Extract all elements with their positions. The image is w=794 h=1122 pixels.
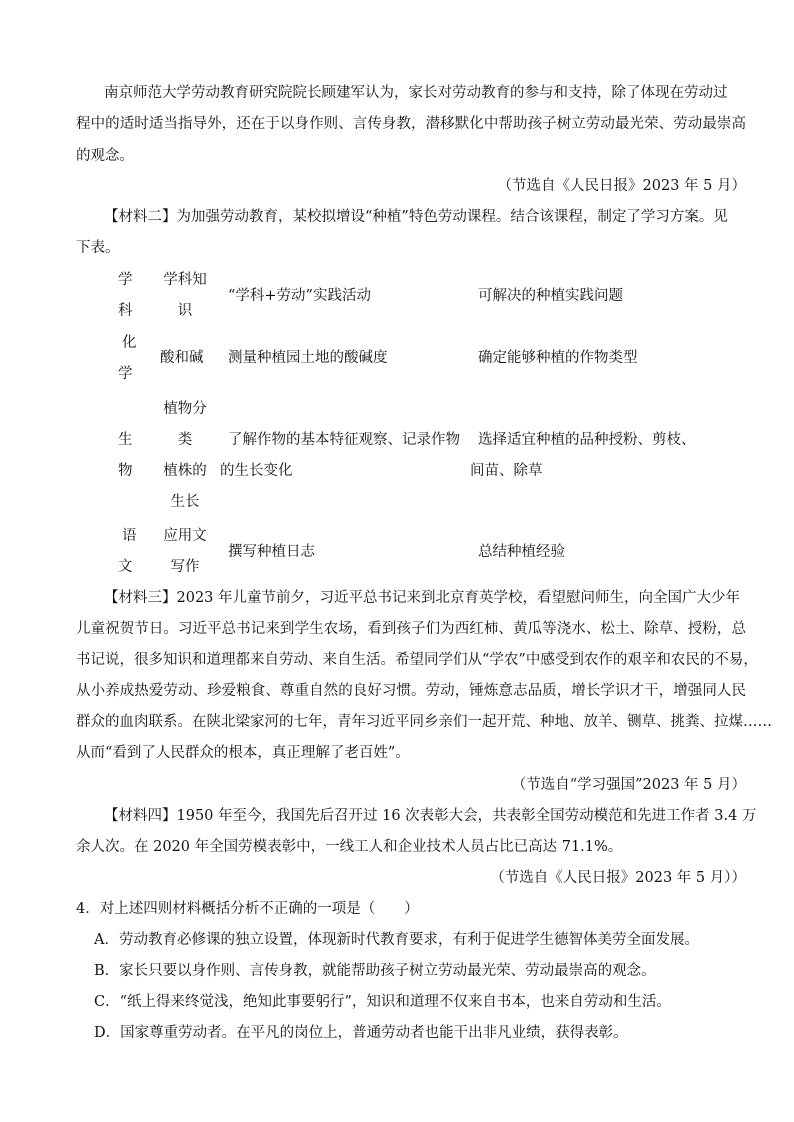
header-knowledge-line-1: 学科知 xyxy=(163,272,207,288)
row-2-knowledge-line-2: 类 xyxy=(177,432,193,448)
row-1-activity: 测量种植园土地的酸碱度 xyxy=(228,350,388,366)
row-3-knowledge-line-1: 应用文 xyxy=(163,528,207,544)
paragraph-1-line-2: 程中的适时适当指导外，还在于以身作则、言传身教，潜移默化中帮助孩子树立劳动最光荣、劳动最崇高 xyxy=(76,116,746,132)
paragraph-1-line-1: 南京师范大学劳动教育研究院院长顾建军认为，家长对劳动教育的参与和支持，除了体现在劳动过 xyxy=(104,85,728,101)
option-b: B．家长只要以身作则、言传身教，就能帮助孩子树立劳动最光荣、劳动最崇高的观念。 xyxy=(94,963,656,979)
option-c: C．“纸上得来终觉浅，绝知此事要躬行”，知识和道理不仅来自书本，也来自劳动和生活。 xyxy=(94,994,671,1010)
material-3-line-1: 【材料三】2023 年儿童节前夕，习近平总书记来到北京育英学校，看望慰问师生，向全国广大少年 xyxy=(104,590,741,606)
row-1-problem: 确定能够种植的作物类型 xyxy=(478,350,638,366)
material-3-line-2: 儿童祝贺节日。习近平总书记来到学生农场，看到孩子们为西红柿、黄瓜等浇水、松土、除草、授粉，总 xyxy=(76,621,746,637)
row-3-problem: 总结种植经验 xyxy=(478,544,565,560)
row-2-subject-char-2: 物 xyxy=(118,463,133,479)
header-knowledge-line-2: 识 xyxy=(177,303,193,319)
material-3-line-3: 书记说，很多知识和道理都来自劳动、来自生活。希望同学们从“学农”中感受到农作的艰辛和农民的不易， xyxy=(76,652,758,668)
header-problem: 可解决的种植实践问题 xyxy=(478,288,623,304)
row-3-activity: 撰写种植日志 xyxy=(228,544,315,560)
row-1-subject-char-2: 学 xyxy=(118,366,133,382)
option-d: D．国家尊重劳动者。在平凡的岗位上，普通劳动者也能干出非凡业绩，获得表彰。 xyxy=(94,1025,628,1041)
row-2-activity-line-1: 了解作物的基本特征观察、记录作物 xyxy=(228,432,460,448)
material-3-line-6: 从而“看到了人民群众的根本，真正理解了老百姓”。 xyxy=(76,745,410,761)
material-2-line-2: 下表。 xyxy=(76,240,120,256)
header-activity: “学科+劳动”实践活动 xyxy=(228,288,371,304)
source-citation-3: （节选自“学习强国”2023 年 5 月） xyxy=(511,777,746,793)
row-2-knowledge-line-1: 植物分 xyxy=(163,401,207,417)
row-3-knowledge-line-2: 写作 xyxy=(170,559,200,575)
row-1-subject-char-1: 化 xyxy=(122,335,137,351)
question-stem: 4．对上述四则材料概括分析不正确的一项是（ ） xyxy=(76,901,419,917)
material-4-line-2: 余人次。在 2020 年全国劳模表彰中，一线工人和企业技术人员占比已高达 71.1%。 xyxy=(76,839,623,855)
material-2-line-1: 【材料二】为加强劳动教育，某校拟增设“种植”特色劳动课程。结合该课程，制定了学习方案。见 xyxy=(104,209,728,225)
header-subject-char-1: 学 xyxy=(118,272,133,288)
row-2-problem-line-1: 选择适宜种植的品种授粉、剪枝、 xyxy=(478,432,696,448)
row-3-subject-char-1: 语 xyxy=(122,528,137,544)
header-subject-char-2: 科 xyxy=(118,303,133,319)
paragraph-1-line-3: 的观念。 xyxy=(76,148,134,164)
source-citation-4: （节选自《人民日报》2023 年 5 月）） xyxy=(490,870,746,886)
material-3-line-4: 从小养成热爱劳动、珍爱粮食、尊重自然的良好习惯。劳动，锤炼意志品质，增长学识才干，增强同人民 xyxy=(76,683,746,699)
row-1-knowledge: 酸和碱 xyxy=(160,350,204,366)
row-2-knowledge-line-3: 植株的 xyxy=(163,463,207,479)
option-a: A．劳动教育必修课的独立设置，体现新时代教育要求，有利于促进学生德智体美劳全面发展。 xyxy=(94,932,699,948)
row-2-problem-line-2: 间苗、除草 xyxy=(470,463,543,479)
row-2-knowledge-line-4: 生长 xyxy=(170,494,200,510)
material-3-line-5: 群众的血肉联系。在陕北梁家河的七年，青年习近平同乡亲们一起开荒、种地、放羊、铡草、挑粪、拉煤…… xyxy=(76,714,772,730)
row-3-subject-char-2: 文 xyxy=(118,559,133,575)
material-4-line-1: 【材料四】1950 年至今，我国先后召开过 16 次表彰大会，共表彰全国劳动模范和先进工作者 3.4 万 xyxy=(104,808,757,824)
row-2-subject-char-1: 生 xyxy=(118,432,133,448)
row-2-activity-line-2: 的生长变化 xyxy=(220,463,293,479)
source-citation-1: （节选自《人民日报》2023 年 5 月） xyxy=(497,178,746,194)
